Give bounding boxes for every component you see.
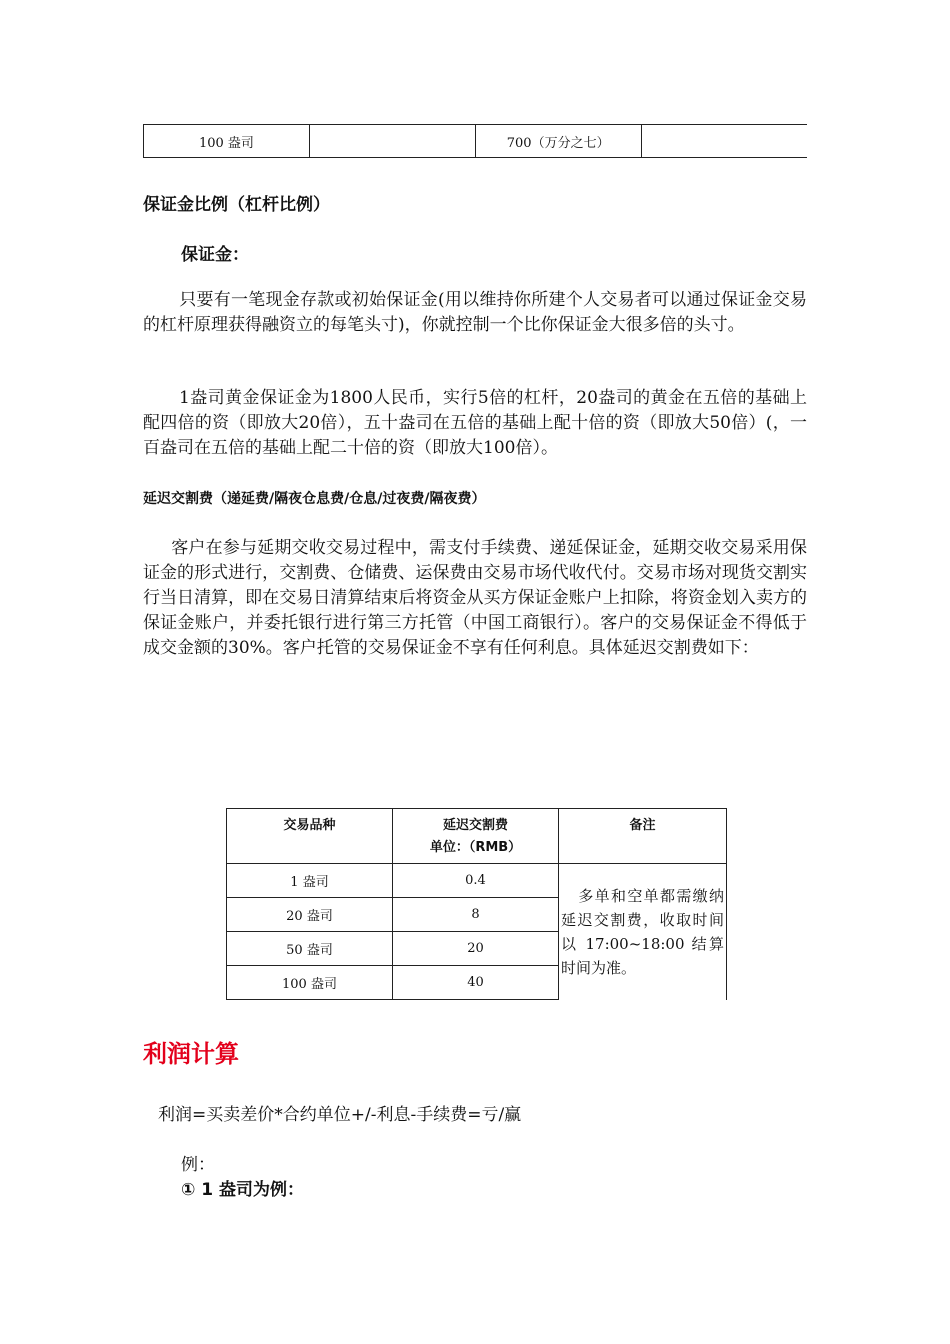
profit-formula: 利润=买卖差价*合约单位+/-利息-手续费=亏/赢	[158, 1105, 522, 1125]
header-product: 交易品种	[227, 809, 393, 864]
top-table-cell: 700（万分之七）	[475, 125, 641, 158]
product-cell: 100 盎司	[227, 966, 393, 1000]
deferral-fee-table	[226, 808, 727, 1000]
deferral-section-title: 延迟交割费（递延费/隔夜仓息费/仓息/过夜费/隔夜费）	[143, 491, 486, 507]
margin-paragraph-1	[143, 288, 807, 338]
product-cell: 50 盎司	[227, 932, 393, 966]
header-fee	[393, 809, 559, 864]
note-cell	[559, 864, 727, 1000]
fee-cell: 8	[393, 898, 559, 932]
table-row	[227, 864, 727, 898]
fee-cell: 40	[393, 966, 559, 1000]
margin-paragraph-2	[143, 386, 807, 461]
margin-section-title: 保证金比例（杠杆比例）	[143, 195, 330, 215]
fee-cell: 0.4	[393, 864, 559, 898]
deferral-paragraph	[143, 536, 807, 661]
fee-cell: 20	[393, 932, 559, 966]
table-row	[144, 125, 808, 158]
example-item: ① 1 盎司为例：	[181, 1180, 305, 1200]
top-table	[143, 124, 807, 158]
header-fee-line2: 单位：（RMB）	[429, 840, 522, 855]
top-table-cell	[309, 125, 475, 158]
top-table-cell: 100 盎司	[144, 125, 310, 158]
product-cell: 1 盎司	[227, 864, 393, 898]
profit-section-title: 利润计算	[143, 1040, 239, 1068]
margin-paragraph-1-text: 只要有一笔现金存款或初始保证金(用以维持你所建个人交易者可以通过保证金交易的杠杆原理获得融资立的每笔头寸)，你就控制一个比你保证金大很多倍的头寸。	[143, 290, 807, 335]
product-cell: 20 盎司	[227, 898, 393, 932]
margin-subtitle: 保证金：	[181, 245, 249, 265]
top-table-cell	[641, 125, 807, 158]
margin-paragraph-2-text: 1盎司黄金保证金为1800人民币，实行5倍的杠杆，20盎司的黄金在五倍的基础上配四倍的资（即放大20倍），五十盎司在五倍的基础上配十倍的资（即放大50倍）(，一百盎司在五倍的基础上配二十倍的资（即放大100倍）。	[143, 388, 807, 458]
table-header-row	[227, 809, 727, 864]
header-note: 备注	[559, 809, 727, 864]
deferral-paragraph-text: 客户在参与延期交收交易过程中，需支付手续费、递延保证金，延期交收交易采用保证金的形式进行，交割费、仓储费、运保费由交易市场代收代付。交易市场对现货交割实行当日清算，即在交易日清算结束后将资金从买方保证金账户上扣除，将资金划入卖方的保证金账户，并委托银行进行第三方托管（中国工商银行）。客户的交易保证金不得低于成交金额的30%。客户托管的交易保证金不享有任何利息。具体延迟交割费如下：	[143, 538, 807, 658]
header-fee-line1: 延迟交割费	[442, 818, 508, 833]
example-label: 例：	[181, 1155, 215, 1175]
note-text: 多单和空单都需缴纳延迟交割费，收取时间以 17:00~18:00 结算时间为准。	[561, 886, 724, 977]
